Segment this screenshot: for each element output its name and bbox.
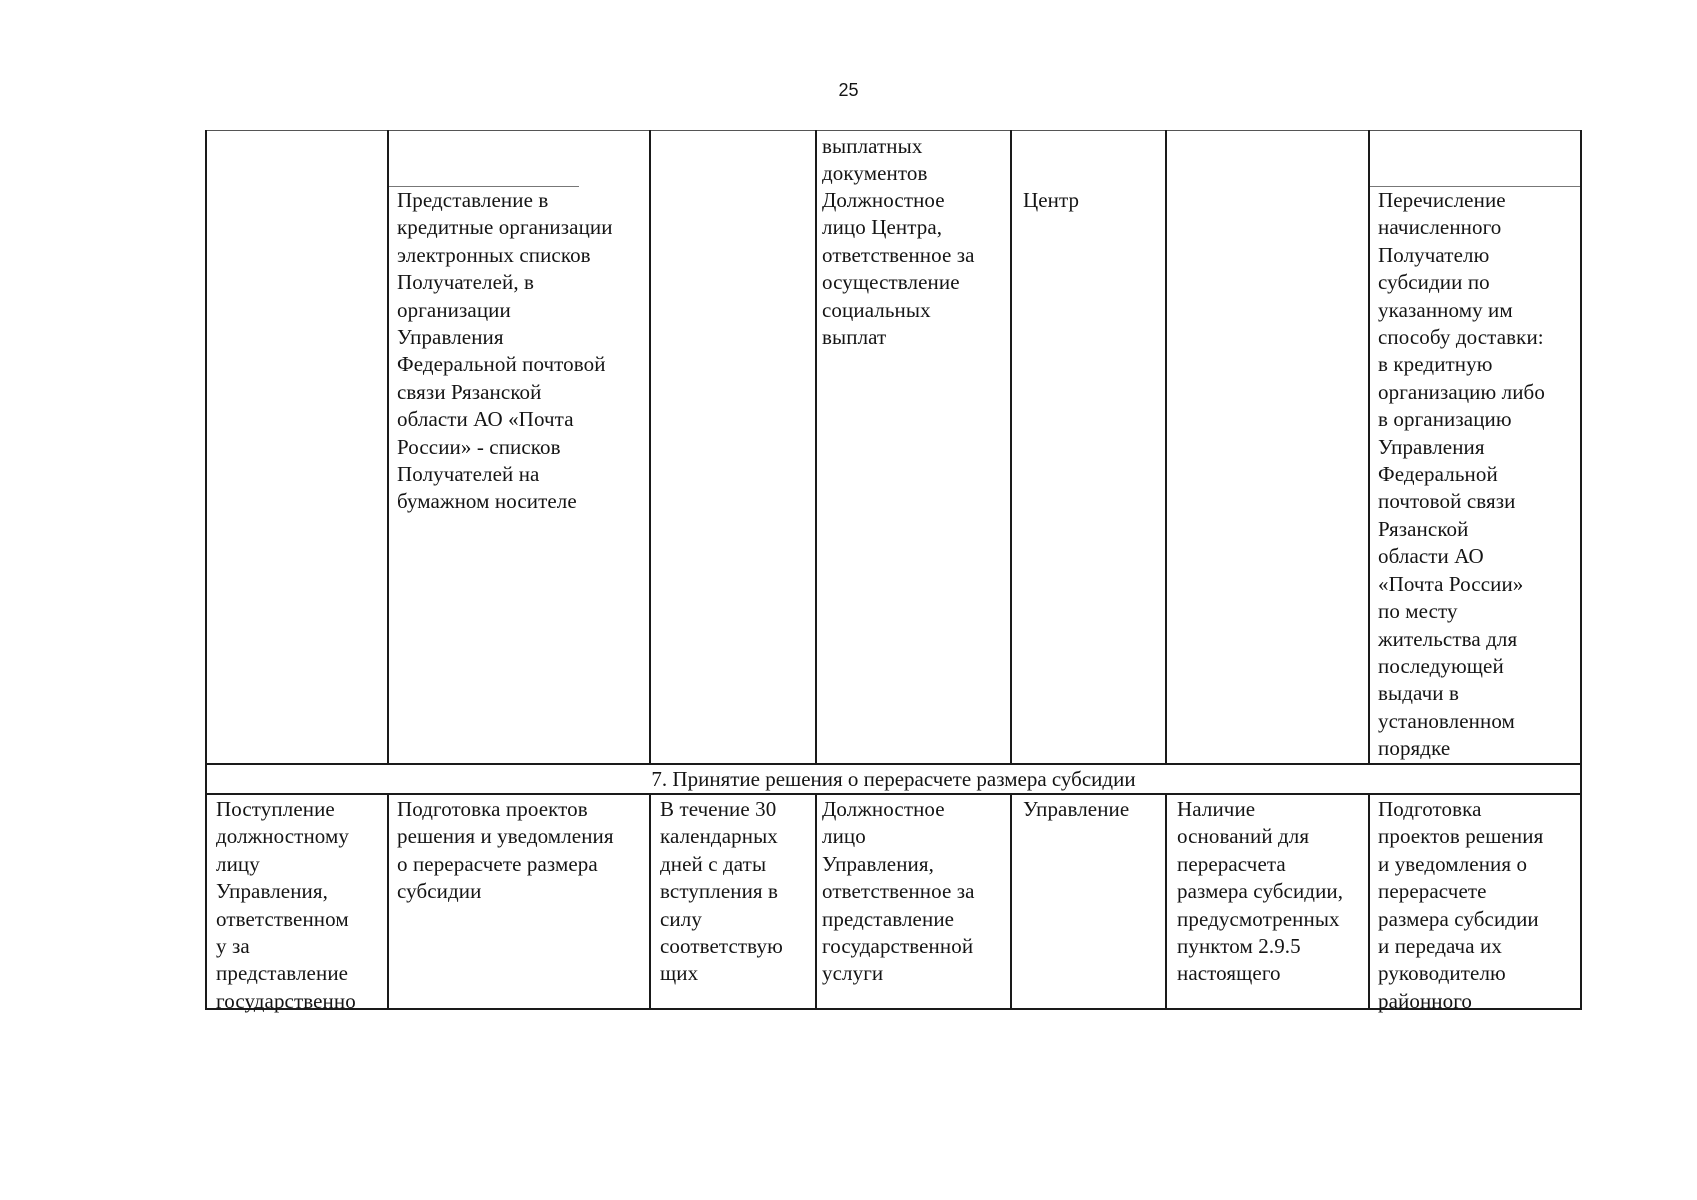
continuation-col2: Представление в кредитные организации электронных списков Получателей, в организации Управления Федеральной почтовой связи Рязанской области АО «Почта России» - списков Получателей на бумажном носителе <box>397 188 613 514</box>
section7-col5: Управление <box>1023 797 1130 821</box>
section7-col2: Подготовка проектов решения и уведомления о перерасчете размера субсидии <box>397 797 614 904</box>
col3-divider <box>815 130 817 763</box>
col2-divider <box>649 130 651 763</box>
section7-col7: Подготовка проектов решения и уведомления о перерасчете размера субсидии и передача их руководителю районного <box>1378 797 1544 1013</box>
section7-col4: Должностное лицо Управления, ответственное за представление государственной услуги <box>822 797 975 986</box>
table-bottom-border <box>205 1008 1582 1010</box>
continuation-col4: Должностное лицо Центра, ответственное за осуществление социальных выплат <box>822 188 975 350</box>
table-top-border <box>205 130 1582 131</box>
col5-divider-section7 <box>1165 793 1167 1010</box>
col5-divider <box>1165 130 1167 763</box>
section-heading-bottom-border <box>205 793 1582 795</box>
col6-divider-section7 <box>1368 793 1370 1010</box>
section-heading-top-border <box>205 763 1582 765</box>
continuation-col5: Центр <box>1023 188 1080 212</box>
page-number: 25 <box>838 80 859 100</box>
col4-divider <box>1010 130 1012 763</box>
table-left-border <box>205 130 207 1010</box>
col3-divider-section7 <box>815 793 817 1010</box>
section7-col3: В течение 30 календарных дней с даты вступления в силу соответствую щих <box>660 797 783 986</box>
col1-divider <box>387 130 389 763</box>
section7-col6: Наличие оснований для перерасчета размера субсидии, предусмотренных пунктом 2.9.5 настоящего <box>1177 797 1344 986</box>
col1-divider-section7 <box>387 793 389 1010</box>
section7-col1: Поступление должностному лицу Управления, ответственном у за представление государственно <box>216 797 356 1013</box>
table-right-border <box>1580 130 1582 1010</box>
continuation-col4-top: выплатных документов <box>822 134 928 186</box>
col6-divider <box>1368 130 1370 763</box>
col2-divider-section7 <box>649 793 651 1010</box>
col4-divider-section7 <box>1010 793 1012 1010</box>
continuation-col7: Перечисление начисленного Получателю субсидии по указанному им способу доставки: в кредитную организацию либо в организацию Управления Федеральной почтовой связи Рязанской области АО «Почта России» по месту жительства для последующей выдачи в установленном порядке <box>1378 188 1545 761</box>
procedure-table <box>205 130 1582 1013</box>
section-7-heading: 7. Принятие решения о перерасчете размера субсидии <box>651 767 1136 791</box>
